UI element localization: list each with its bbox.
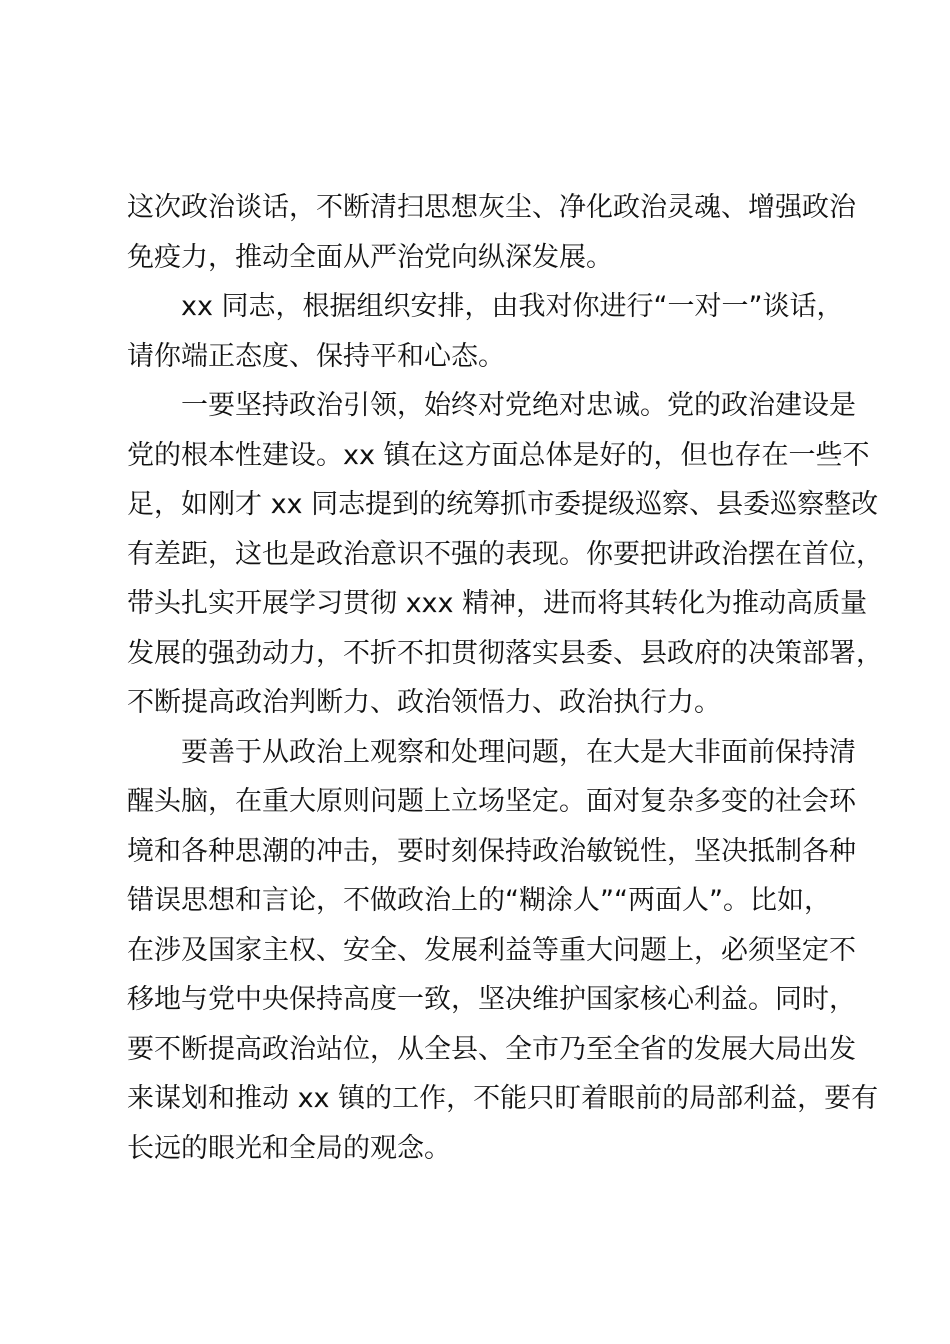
text-line: 足，如刚才 xx 同志提到的统筹抓市委提级巡察、县委巡察整改	[127, 489, 879, 520]
text-line: 带头扎实开展学习贯彻 xxx 精神，进而将其转化为推动高质量	[127, 588, 868, 619]
text-line: 党的根本性建设。xx 镇在这方面总体是好的，但也存在一些不	[127, 439, 870, 471]
text-line: 一要坚持政治引领，始终对党绝对忠诚。党的政治建设是	[127, 390, 856, 421]
text-line: 免疫力，推动全面从严治党向纵深发展。	[127, 241, 613, 273]
text-line: 错误思想和言论，不做政治上的“糊涂人”“两面人”。比如，	[127, 885, 831, 916]
text-line: 有差距，这也是政治意识不强的表现。你要把讲政治摆在首位，	[127, 538, 883, 570]
text-line: 长远的眼光和全局的观念。	[127, 1132, 451, 1164]
text-line: 发展的强劲动力，不折不扣贯彻落实县委、县政府的决策部署，	[127, 637, 883, 669]
document-body	[127, 183, 883, 1173]
text-line: 醒头脑，在重大原则问题上立场坚定。面对复杂多变的社会环	[127, 786, 856, 817]
text-line: 要不断提高政治站位，从全县、全市乃至全省的发展大局出发	[127, 1033, 856, 1065]
text-line: 不断提高政治判断力、政治领悟力、政治执行力。	[127, 687, 721, 718]
text-line: 要善于从政治上观察和处理问题，在大是大非面前保持清	[127, 736, 856, 768]
text-line: xx 同志，根据组织安排，由我对你进行“一对一”谈话，	[127, 291, 844, 322]
text-line: 来谋划和推动 xx 镇的工作，不能只盯着眼前的局部利益，要有	[127, 1083, 879, 1114]
text-line: 境和各种思潮的冲击，要时刻保持政治敏锐性，坚决抵制各种	[127, 835, 856, 867]
text-line: 移地与党中央保持高度一致，坚决维护国家核心利益。同时，	[127, 984, 856, 1015]
text-line: 这次政治谈话，不断清扫思想灰尘、净化政治灵魂、增强政治	[127, 192, 856, 223]
text-line: 在涉及国家主权、安全、发展利益等重大问题上，必须坚定不	[127, 934, 856, 966]
text-line: 请你端正态度、保持平和心态。	[127, 340, 505, 372]
